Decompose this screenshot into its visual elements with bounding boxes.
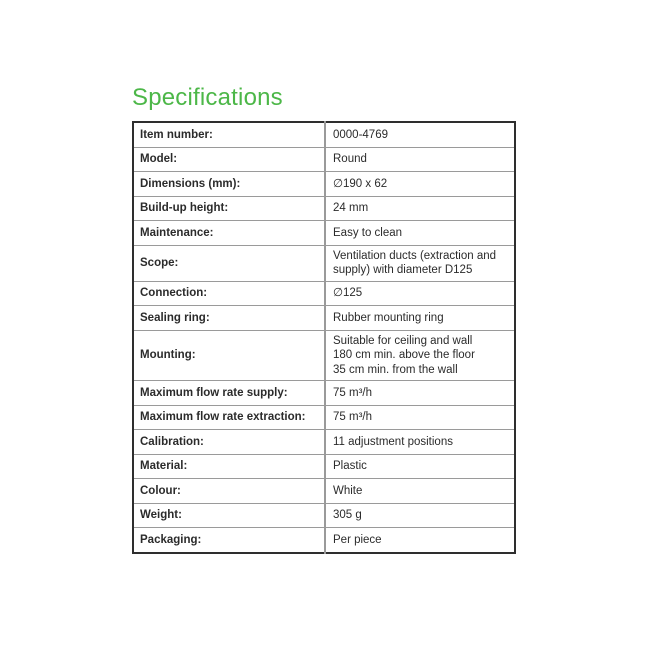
spec-value bbox=[325, 196, 515, 221]
spec-row bbox=[133, 528, 515, 553]
spec-value bbox=[325, 147, 515, 172]
spec-value-line: Plastic bbox=[333, 460, 367, 472]
spec-label: Maintenance: bbox=[133, 221, 325, 246]
spec-value-line: 0000-4769 bbox=[333, 128, 388, 141]
spec-value bbox=[325, 381, 515, 406]
spec-label: Item number: bbox=[133, 122, 325, 147]
spec-row bbox=[133, 172, 515, 197]
spec-value bbox=[325, 430, 515, 455]
spec-label: Build-up height: bbox=[133, 196, 325, 221]
spec-value-line: supply) with diameter D125 bbox=[333, 264, 473, 276]
spec-label: Connection: bbox=[133, 281, 325, 306]
spec-row bbox=[133, 147, 515, 172]
spec-label: Model: bbox=[133, 147, 325, 172]
spec-value-line: Easy to clean bbox=[333, 226, 403, 239]
spec-value bbox=[325, 245, 515, 281]
spec-value bbox=[325, 503, 515, 528]
spec-value-line: 24 mm bbox=[333, 202, 369, 214]
spec-value-line: 180 cm min. above the floor bbox=[333, 349, 475, 361]
spec-value bbox=[325, 122, 515, 147]
spec-row bbox=[133, 330, 515, 381]
spec-value bbox=[325, 405, 515, 430]
spec-value-line: 75 m³/h bbox=[333, 411, 372, 423]
spec-row bbox=[133, 196, 515, 221]
spec-value-line: 11 adjustment positions bbox=[333, 435, 453, 448]
spec-value-line: Suitable for ceiling and wall bbox=[333, 334, 473, 347]
spec-value-line: White bbox=[333, 484, 363, 497]
spec-label: Mounting: bbox=[133, 330, 325, 381]
spec-row bbox=[133, 503, 515, 528]
spec-value-line: Per piece bbox=[333, 533, 382, 546]
spec-label: Maximum flow rate supply: bbox=[133, 381, 325, 406]
spec-label: Dimensions (mm): bbox=[133, 172, 325, 197]
spec-value-line: Round bbox=[333, 153, 367, 165]
spec-label: Material: bbox=[133, 454, 325, 479]
spec-value-line: 305 g bbox=[333, 509, 362, 521]
spec-row bbox=[133, 405, 515, 430]
spec-value bbox=[325, 172, 515, 197]
spec-row bbox=[133, 430, 515, 455]
spec-value bbox=[325, 221, 515, 246]
spec-value bbox=[325, 330, 515, 381]
spec-row bbox=[133, 221, 515, 246]
spec-value-line: 35 cm min. from the wall bbox=[333, 363, 458, 376]
spec-value bbox=[325, 454, 515, 479]
spec-row bbox=[133, 306, 515, 331]
spec-value bbox=[325, 306, 515, 331]
spec-label: Calibration: bbox=[133, 430, 325, 455]
spec-row bbox=[133, 454, 515, 479]
spec-label: Packaging: bbox=[133, 528, 325, 553]
spec-label: Colour: bbox=[133, 479, 325, 504]
specifications-table bbox=[132, 121, 516, 554]
spec-value bbox=[325, 528, 515, 553]
spec-label: Scope: bbox=[133, 245, 325, 281]
page-title: Specifications bbox=[132, 84, 283, 111]
specifications-table-body bbox=[133, 122, 515, 553]
spec-value-line: 75 m³/h bbox=[333, 386, 372, 399]
spec-value bbox=[325, 281, 515, 306]
spec-label: Maximum flow rate extraction: bbox=[133, 405, 325, 430]
spec-row bbox=[133, 479, 515, 504]
spec-value bbox=[325, 479, 515, 504]
spec-row bbox=[133, 245, 515, 281]
spec-value-line: Rubber mounting ring bbox=[333, 311, 444, 324]
spec-value-line: Ventilation ducts (extraction and bbox=[333, 249, 497, 262]
spec-row bbox=[133, 122, 515, 147]
spec-value-line: ∅125 bbox=[333, 287, 363, 299]
spec-row bbox=[133, 381, 515, 406]
spec-value-line: ∅190 x 62 bbox=[333, 177, 388, 190]
spec-row bbox=[133, 281, 515, 306]
spec-label: Sealing ring: bbox=[133, 306, 325, 331]
spec-label: Weight: bbox=[133, 503, 325, 528]
